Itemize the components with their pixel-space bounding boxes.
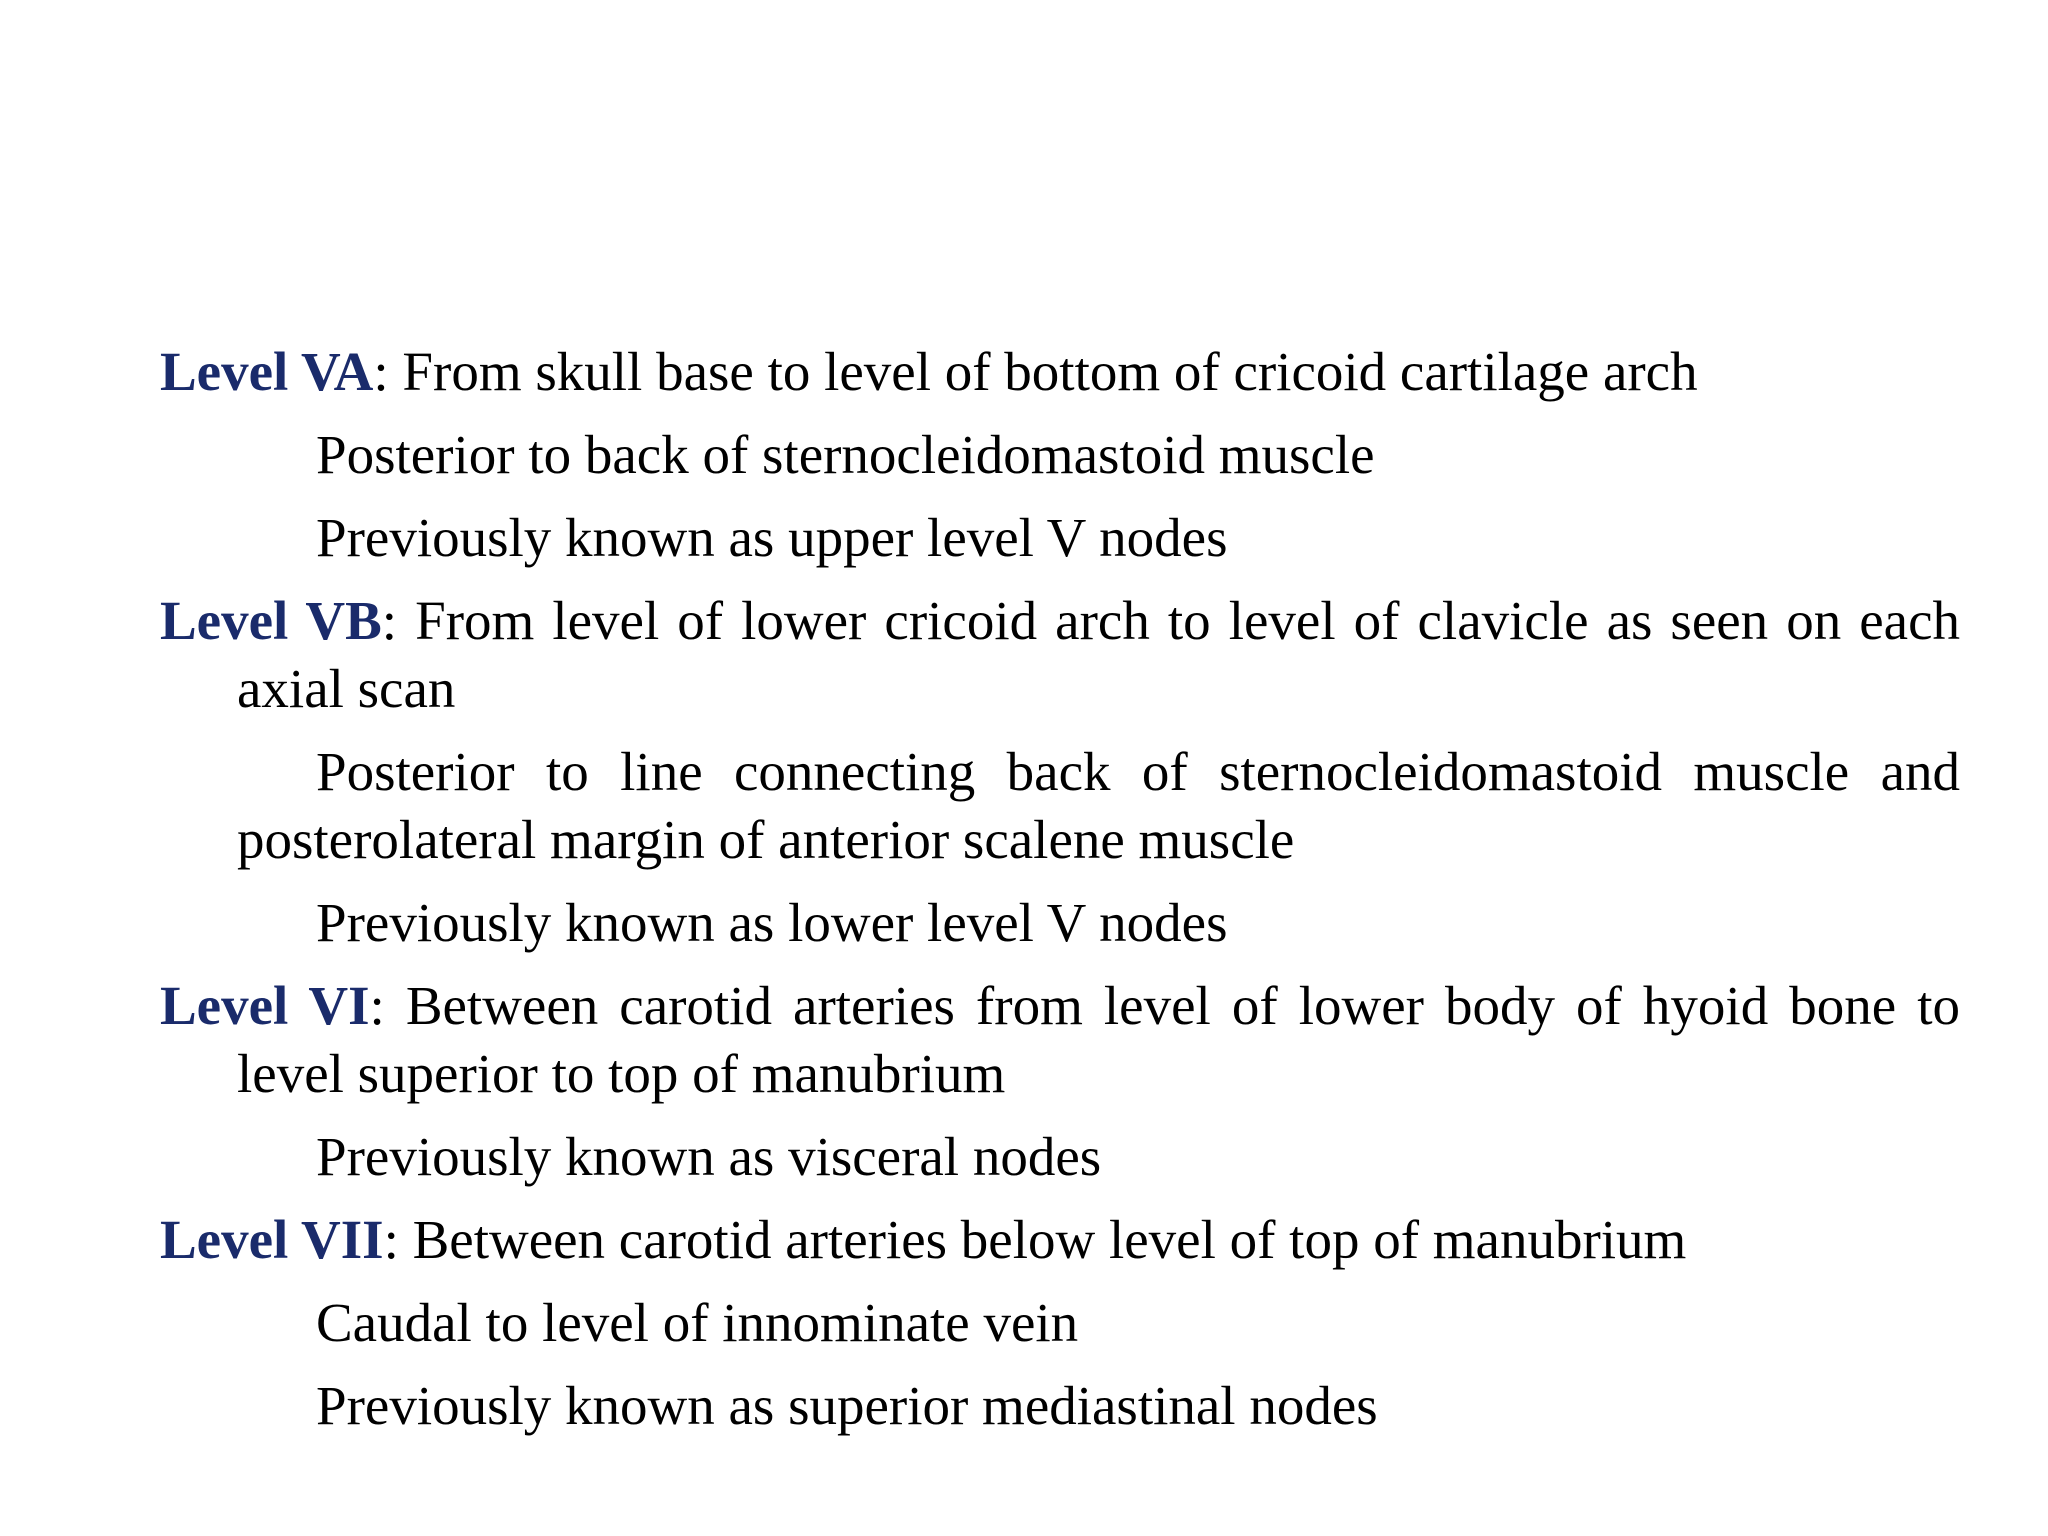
level-vii-label: Level VII	[160, 1209, 384, 1270]
level-vii-note-2: Previously known as superior mediastinal nodes	[316, 1375, 1378, 1436]
level-vb-label: Level VB	[160, 590, 382, 651]
level-vb-definition	[160, 587, 1960, 723]
level-vii-note-1: Caudal to level of innominate vein	[316, 1292, 1079, 1353]
level-vb-note-2: Previously known as lower level V nodes	[316, 892, 1228, 953]
level-vi-text: : Between carotid arteries from level of lower body of hyoid bone to level superior to top of manubrium	[237, 975, 1961, 1104]
level-va-definition	[160, 338, 1960, 406]
level-vii-definition	[160, 1206, 1960, 1274]
level-vii-text: : Between carotid arteries below level of top of manubrium	[383, 1209, 1687, 1270]
level-vi-note-1: Previously known as visceral nodes	[316, 1126, 1102, 1187]
level-vb-note-1: Posterior to line connecting back of sternocleidomastoid muscle and posterolateral margin of anterior scalene muscle	[237, 741, 1960, 870]
level-va-note-1: Posterior to back of sternocleidomastoid muscle	[316, 424, 1375, 485]
level-vb-text: : From level of lower cricoid arch to level of clavicle as seen on each axial scan	[237, 590, 1961, 719]
level-va-note-2: Previously known as upper level V nodes	[316, 507, 1228, 568]
slide-body	[160, 338, 1960, 1455]
level-va-text: : From skull base to level of bottom of cricoid cartilage arch	[373, 341, 1698, 402]
level-vi-definition	[160, 972, 1960, 1108]
level-va-label: Level VA	[160, 341, 374, 402]
level-vi-label: Level VI	[160, 975, 370, 1036]
